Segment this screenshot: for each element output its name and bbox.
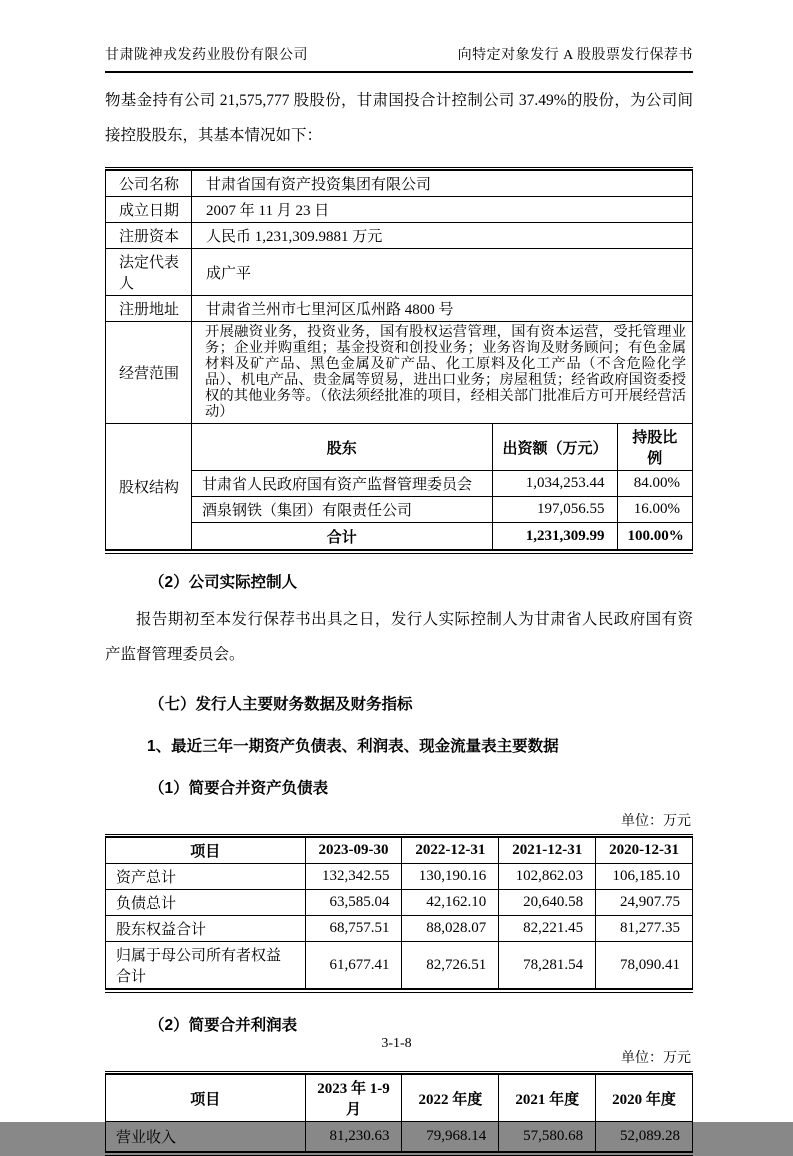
equity-structure-label: 股权结构 <box>106 424 192 550</box>
income-statement-title: （2）简要合并利润表 <box>149 1017 298 1035</box>
row-value: 成广平 <box>192 249 693 296</box>
column-header: 2023 年 1-9 月 <box>305 1074 402 1122</box>
shareholder-name: 甘肃省人民政府国有资产监督管理委员会 <box>192 471 492 497</box>
cell-value: 106,185.10 <box>596 864 693 890</box>
table-row <box>106 942 693 990</box>
cell-value: 61,677.41 <box>305 942 402 990</box>
company-info-table-wrap <box>105 167 693 554</box>
column-header: 2023-09-30 <box>305 837 402 864</box>
row-label: 股东权益合计 <box>106 916 306 942</box>
table-row-equity-structure <box>106 424 693 550</box>
cell-value: 88,028.07 <box>402 916 499 942</box>
equity-header-amount: 出资额（万元） <box>492 424 617 471</box>
total-label: 合计 <box>192 523 492 549</box>
cell-value: 20,640.58 <box>499 890 596 916</box>
row-label: 资产总计 <box>106 864 306 890</box>
cell-value: 130,190.16 <box>402 864 499 890</box>
shareholder-ratio: 84.00% <box>617 471 692 497</box>
table-row-business-scope <box>106 322 693 424</box>
equity-header-row <box>192 424 692 471</box>
cell-value: 78,281.54 <box>499 942 596 990</box>
shareholder-amount: 197,056.55 <box>492 497 617 523</box>
column-header: 2022 年度 <box>402 1074 499 1122</box>
table-row <box>106 1122 693 1152</box>
row-value: 甘肃省国有资产投资集团有限公司 <box>192 170 693 197</box>
cell-value: 132,342.55 <box>305 864 402 890</box>
income-statement-table-wrap <box>105 1071 693 1156</box>
balance-sheet-table <box>105 836 693 991</box>
running-header <box>105 0 693 64</box>
row-label: 归属于母公司所有者权益合计 <box>106 942 306 990</box>
row-label: 营业收入 <box>106 1122 306 1152</box>
table-header-row <box>106 1074 693 1122</box>
equity-header-shareholder: 股东 <box>192 424 492 471</box>
income-statement-table <box>105 1073 693 1153</box>
cell-value: 57,580.68 <box>499 1122 596 1152</box>
page-number: 3-1-8 <box>381 1036 412 1051</box>
actual-controller-paragraph: 报告期初至本发行保荐书出具之日，发行人实际控制人为甘肃省人民政府国有资产监督管理委员会。 <box>105 610 693 663</box>
subheading-main-statements: 1、最近三年一期资产负债表、利润表、现金流量表主要数据 <box>147 737 559 755</box>
header-document-title: 向特定对象发行 A 股股票发行保荐书 <box>457 48 693 63</box>
cell-value: 81,277.35 <box>596 916 693 942</box>
company-info-table <box>105 169 693 551</box>
table-row <box>106 197 693 223</box>
table-row <box>106 170 693 197</box>
table-row <box>106 296 693 322</box>
column-header: 2020-12-31 <box>596 837 693 864</box>
row-label: 注册地址 <box>106 296 192 322</box>
cell-value: 102,862.03 <box>499 864 596 890</box>
row-value: 人民币 1,231,309.9881 万元 <box>192 223 693 249</box>
cell-value: 24,907.75 <box>596 890 693 916</box>
column-header: 2022-12-31 <box>402 837 499 864</box>
table-row <box>192 471 692 497</box>
cell-value: 82,221.45 <box>499 916 596 942</box>
cell-value: 42,162.10 <box>402 890 499 916</box>
shareholder-name: 酒泉钢铁（集团）有限责任公司 <box>192 497 492 523</box>
header-rule <box>105 71 693 73</box>
column-header: 2021-12-31 <box>499 837 596 864</box>
row-value: 开展融资业务，投资业务，国有股权运营管理，国有资本运营，受托管理业务；企业并购重组；基金投资和创投业务；业务咨询及财务顾问；有色金属材料及矿产品、黑色金属及矿产品、化工原料及化工产品（不含危险化学品）、机电产品、贵金属等贸易，进出口业务；房屋租赁；经省政府国资委授权的其他业务等。（依法须经批准的项目，经相关部门批准后方可开展经营活动） <box>192 322 693 424</box>
row-value: 甘肃省兰州市七里河区瓜州路 4800 号 <box>192 296 693 322</box>
balance-sheet-title: （1）简要合并资产负债表 <box>149 779 329 797</box>
row-label: 负债总计 <box>106 890 306 916</box>
section-heading-actual-controller: （2）公司实际控制人 <box>149 573 298 591</box>
page-content <box>105 0 693 1156</box>
column-header: 2021 年度 <box>499 1074 596 1122</box>
cell-value: 81,230.63 <box>305 1122 402 1152</box>
table-row <box>106 223 693 249</box>
balance-sheet-table-wrap <box>105 834 693 994</box>
section-heading-financial-data: （七）发行人主要财务数据及财务指标 <box>149 695 413 713</box>
intro-paragraph: 物基金持有公司 21,575,777 股股份，甘肃国投合计控制公司 37.49%的股份，为公司间接控股股东，其基本情况如下： <box>105 92 693 144</box>
equity-total-row <box>192 523 692 549</box>
header-company-name: 甘肃陇神戎发药业股份有限公司 <box>105 48 308 63</box>
total-ratio: 100.00% <box>617 523 692 549</box>
shareholder-ratio: 16.00% <box>617 497 692 523</box>
shareholder-amount: 1,034,253.44 <box>492 471 617 497</box>
column-header: 2020 年度 <box>596 1074 693 1122</box>
column-header: 项目 <box>106 1074 306 1122</box>
table-row <box>192 497 692 523</box>
cell-value: 63,585.04 <box>305 890 402 916</box>
row-label: 注册资本 <box>106 223 192 249</box>
row-label: 公司名称 <box>106 170 192 197</box>
table-header-row <box>106 837 693 864</box>
cell-value: 68,757.51 <box>305 916 402 942</box>
cell-value: 78,090.41 <box>596 942 693 990</box>
cell-value: 82,726.51 <box>402 942 499 990</box>
equity-table <box>192 424 692 549</box>
row-value: 2007 年 11 月 23 日 <box>192 197 693 223</box>
table-row <box>106 864 693 890</box>
column-header: 项目 <box>106 837 306 864</box>
row-label: 经营范围 <box>106 322 192 424</box>
equity-structure-cell <box>192 424 693 550</box>
equity-header-ratio: 持股比例 <box>617 424 692 471</box>
cell-value: 79,968.14 <box>402 1122 499 1152</box>
table-row <box>106 916 693 942</box>
total-amount: 1,231,309.99 <box>492 523 617 549</box>
table-row <box>106 890 693 916</box>
income-statement-unit: 单位：万元 <box>621 1051 691 1067</box>
cell-value: 52,089.28 <box>596 1122 693 1152</box>
row-label: 法定代表人 <box>106 249 192 296</box>
row-label: 成立日期 <box>106 197 192 223</box>
table-row <box>106 249 693 296</box>
balance-sheet-unit: 单位：万元 <box>621 813 691 829</box>
